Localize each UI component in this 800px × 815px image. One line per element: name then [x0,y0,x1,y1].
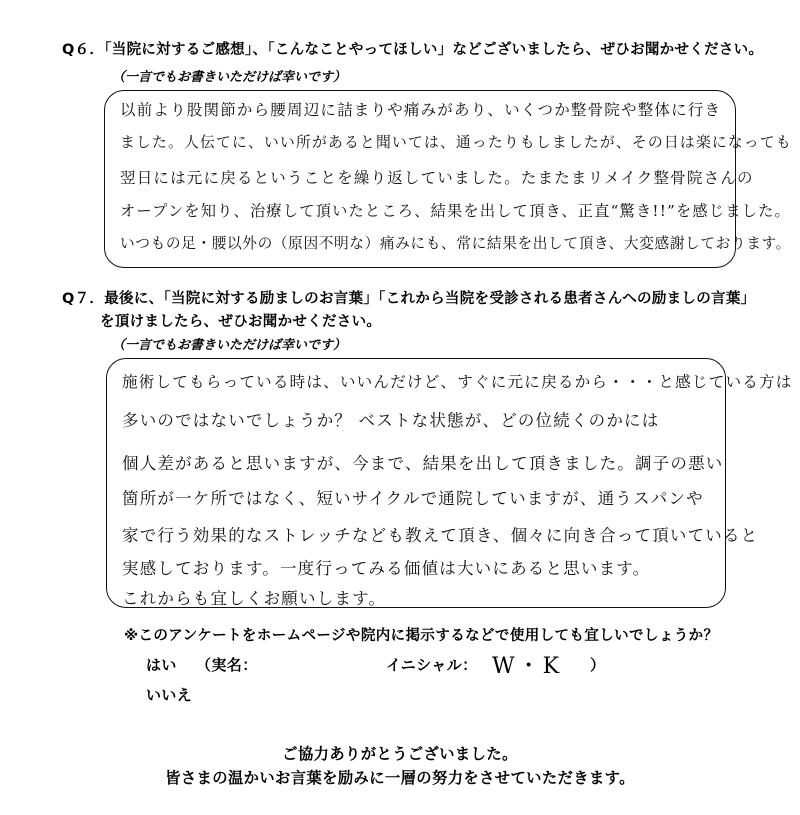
q7-note: （一言でもお書きいただけば幸いです） [112,338,347,353]
consent-yes-option: はい [146,656,177,674]
q7-label-line-2: を頂けましたら、ぜひお聞かせください。 [100,314,382,330]
q6-answer-line-3: 翌日には元に戻るということを繰り返していました。たまたまリメイク整骨院さんの [120,169,754,187]
consent-initial-value: W・K [492,654,563,679]
q6-answer-line-2: ました。人伝てに、いい所があると聞いては、通ったりもしましたが、その日は楽になっても [120,134,792,151]
footer-message: 皆さまの温かいお言葉を励みに一層の努力をさせていただきます。 [165,769,635,787]
q6-answer-line-1: 以前より股関節から腰周辺に詰まりや痛みがあり、いくつか整骨院や整体に行き [120,101,722,119]
consent-real-name-label: （実名： [196,656,258,674]
q6-label: Q６．「当院に対するご感想」、「こんなことやってほしい」などございましたら、ぜひお聞かせください。 [62,42,764,58]
q7-answer-line-3: 個人差があると思いますが、今まで、結果を出して頂きました。調子の悪い [122,454,724,473]
q7-answer-line-1: 施術してもらっている時は、いいんだけど、すぐに元に戻るから・・・と感じている方は [122,373,793,391]
q6-note: （一言でもお書きいただけば幸いです） [112,70,347,85]
q6-answer-line-5: いつもの足・腰以外の（原因不明な）痛みにも、常に結果を出して頂き、大変感謝しております。 [120,235,791,252]
consent-close-paren: ） [590,656,606,674]
footer-thanks: ご協力ありがとうございました。 [282,745,518,763]
q7-answer-line-7: これからも宜しくお願いします。 [122,589,387,608]
consent-question: ※このアンケートをホームページや院内に掲示するなどで使用しても宜しいでしょうか？ [124,628,719,644]
q7-answer-line-6: 実感しております。一度行ってみる価値は大いにあると思います。 [122,559,651,578]
q7-answer-line-4: 箇所が一ケ所ではなく、短いサイクルで通院していますが、通うスパンや [122,489,704,508]
q7-answer-line-2: 多いのではないでしょうか？ ベストな状態が、どの位続くのかには [122,411,660,430]
q7-answer-line-5: 家で行う効果的なストレッチなども教えて頂き、個々に向き合って頂いていると [122,526,759,545]
q6-answer-line-4: オープンを知り、治療して頂いたところ、結果を出して頂き、正直“驚き!!”を感じました。 [120,202,791,220]
q7-label-line-1: Q７．最後に、「当院に対する励ましのお言葉」「これから当院を受診される患者さんへの励ましの言葉」 [62,291,756,307]
consent-initial-label: イニシャル： [386,656,478,674]
consent-no-option: いいえ [146,686,193,704]
